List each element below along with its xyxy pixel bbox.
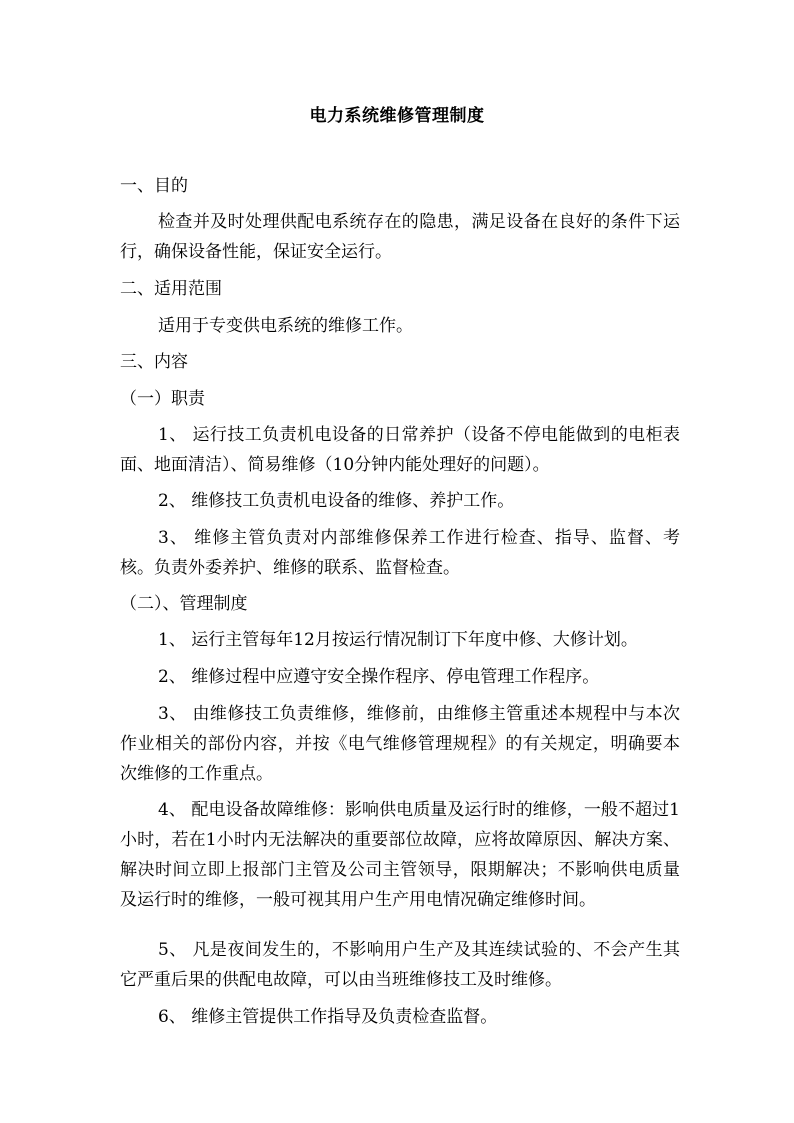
section-heading-scope: 二、适用范围 bbox=[120, 279, 222, 299]
management-item-5: 5、 凡是夜间发生的，不影响用户生产及其连续试验的、不会产生其它严重后果的供配电故障，可以由当班维修技工及时维修。 bbox=[120, 940, 680, 990]
subsection-heading-duties: （一）职责 bbox=[120, 389, 205, 409]
section-heading-purpose: 一、目的 bbox=[120, 176, 188, 196]
paragraph-purpose: 检查并及时处理供配电系统存在的隐患，满足设备在良好的条件下运行，确保设备性能，保证安全运行。 bbox=[120, 212, 680, 262]
management-item-6: 6、 维修主管提供工作指导及负责检查监督。 bbox=[158, 1007, 498, 1027]
management-item-4: 4、 配电设备故障维修：影响供电质量及运行时的维修，一般不超过1小时，若在1小时内无法解决的重要部位故障，应将故障原因、解决方案、解决时间立即上报部门主管及公司主管领导，限期解决；不影响供电质量及运行时的维修，一般可视其用户生产用电情况确定维修时间。 bbox=[120, 800, 680, 910]
management-item-3: 3、 由维修技工负责维修，维修前，由维修主管重述本规程中与本次作业相关的部份内容，并按《电气维修管理规程》的有关规定，明确要本次维修的工作重点。 bbox=[120, 704, 680, 784]
duty-item-3: 3、 维修主管负责对内部维修保养工作进行检查、指导、监督、考核。负责外委养护、维修的联系、监督检查。 bbox=[120, 528, 680, 578]
page-title: 电力系统维修管理制度 bbox=[309, 106, 485, 126]
section-heading-content: 三、内容 bbox=[120, 352, 188, 372]
management-item-1: 1、 运行主管每年12月按运行情况制订下年度中修、大修计划。 bbox=[158, 630, 638, 650]
duty-item-1: 1、 运行技工负责机电设备的日常养护（设备不停电能做到的电柜表面、地面清洁）、简易维修（10分钟内能处理好的问题）。 bbox=[120, 425, 680, 475]
paragraph-scope: 适用于专变供电系统的维修工作。 bbox=[158, 316, 413, 336]
management-item-2: 2、 维修过程中应遵守安全操作程序、停电管理工作程序。 bbox=[158, 667, 600, 687]
subsection-heading-management: （二）、管理制度 bbox=[120, 594, 248, 614]
duty-item-2: 2、 维修技工负责机电设备的维修、养护工作。 bbox=[158, 491, 515, 511]
